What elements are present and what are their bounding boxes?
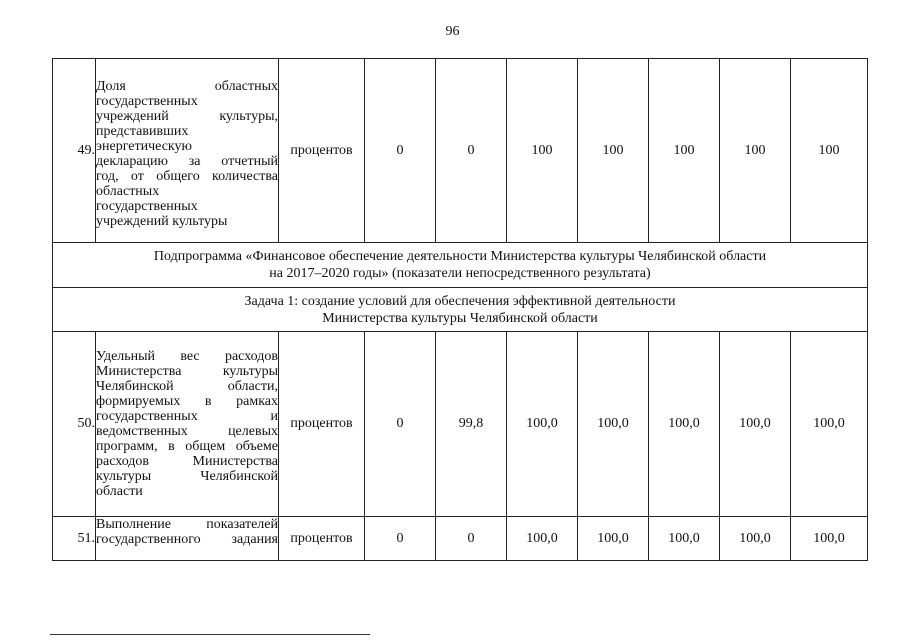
- indicator-description: [96, 59, 279, 243]
- subprogram-row: [53, 243, 868, 288]
- description-line: государственного задания: [96, 532, 278, 547]
- description-line: области: [96, 484, 143, 499]
- description-line: формируемых в рамках: [96, 394, 278, 409]
- value-cell: 0: [365, 59, 436, 243]
- table-row: [53, 517, 868, 561]
- unit-cell: процентов: [279, 517, 365, 561]
- indicator-description: [96, 332, 279, 517]
- indicators-table: [52, 58, 868, 561]
- description-line: учреждений культуры,: [96, 108, 278, 124]
- value-cell: 100,0: [720, 517, 791, 561]
- value-cell: 100: [578, 59, 649, 243]
- row-number: 49.: [53, 59, 96, 243]
- subprogram-line: на 2017–2020 годы» (показатели непосредственного результата): [269, 266, 651, 281]
- task-row: [53, 288, 868, 332]
- task-line: Задача 1: создание условий для обеспечения эффективной деятельности: [244, 293, 676, 309]
- description-line: областных: [96, 183, 160, 199]
- value-cell: 0: [365, 332, 436, 517]
- value-cell: 99,8: [436, 332, 507, 517]
- unit-cell: процентов: [279, 59, 365, 243]
- page-number: 96: [445, 24, 460, 39]
- value-cell: 0: [365, 517, 436, 561]
- value-cell: 0: [436, 517, 507, 561]
- value-cell: 100,0: [791, 332, 868, 517]
- table-row: [53, 59, 868, 243]
- description-line: государственных: [96, 93, 198, 109]
- value-cell: 100: [720, 59, 791, 243]
- value-cell: 100,0: [578, 332, 649, 517]
- description-line: энергетическую: [96, 138, 192, 154]
- description-line: год, от общего количества: [96, 168, 278, 184]
- value-cell: 100,0: [649, 517, 720, 561]
- description-line: государственных: [96, 198, 198, 214]
- unit-cell: процентов: [279, 332, 365, 517]
- subprogram-heading: [53, 243, 868, 288]
- description-line: государственных и: [96, 409, 278, 424]
- description-line: Выполнение показателей: [96, 517, 278, 532]
- value-cell: 100,0: [507, 332, 578, 517]
- description-line: Министерства культуры: [96, 364, 278, 379]
- description-line: Челябинской области,: [96, 379, 278, 394]
- description-line: программ, в общем объеме: [96, 439, 278, 454]
- footnote-separator: [50, 634, 370, 635]
- task-line: Министерства культуры Челябинской области: [322, 310, 598, 326]
- value-cell: 100,0: [649, 332, 720, 517]
- row-number: 50.: [53, 332, 96, 517]
- value-cell: 100,0: [507, 517, 578, 561]
- indicator-description: [96, 517, 279, 561]
- value-cell: 100: [649, 59, 720, 243]
- value-cell: 100,0: [578, 517, 649, 561]
- description-line: культуры Челябинской: [96, 469, 278, 484]
- subprogram-line: Подпрограмма «Финансовое обеспечение деятельности Министерства культуры Челябинской области: [153, 249, 767, 264]
- description-line: учреждений культуры: [96, 213, 228, 229]
- value-cell: 100,0: [791, 517, 868, 561]
- description-line: расходов Министерства: [96, 454, 278, 469]
- row-number: 51.: [53, 517, 96, 561]
- description-line: представивших: [96, 123, 189, 139]
- value-cell: 100,0: [720, 332, 791, 517]
- description-line: ведомственных целевых: [96, 424, 278, 439]
- value-cell: 100: [507, 59, 578, 243]
- description-line: Доля областных: [96, 78, 278, 94]
- task-heading: [53, 288, 868, 332]
- table-row: [53, 332, 868, 517]
- description-line: декларацию за отчетный: [96, 153, 278, 169]
- description-line: Удельный вес расходов: [96, 349, 278, 364]
- value-cell: 0: [436, 59, 507, 243]
- value-cell: 100: [791, 59, 868, 243]
